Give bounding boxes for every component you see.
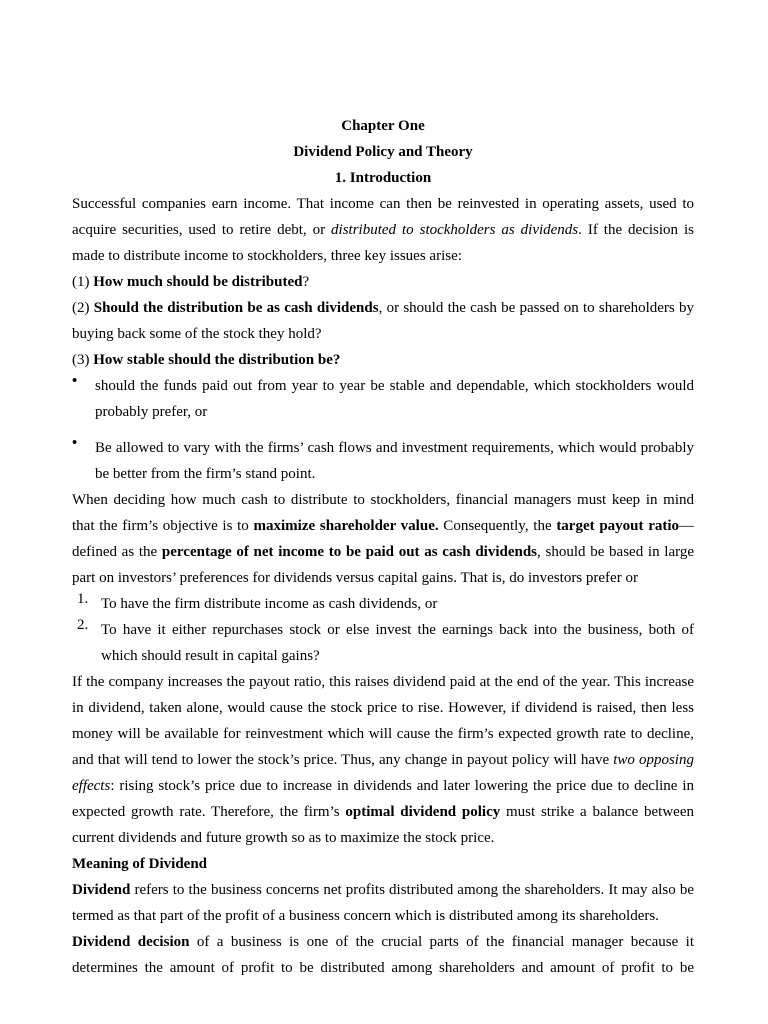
text: — (679, 518, 695, 534)
paragraph-line: When deciding how much cash to distribute to stockholders, financial managers must keep in mind (72, 492, 694, 508)
text: . If the decision is (578, 222, 695, 238)
issue-text: How much should be distributed (93, 274, 303, 290)
chapter-heading: Chapter One (341, 118, 425, 134)
text: , or should the cash be passed on to shareholders by (378, 300, 694, 316)
text: ? (302, 274, 310, 290)
paragraph-line (72, 799, 694, 825)
italic-text: two opposing (613, 752, 694, 768)
text: : rising stock’s price due to increase in dividends and later lowering the price due to decline in (110, 778, 694, 794)
numbered-item (72, 591, 694, 617)
text: refers to the business concerns net profits distributed among the shareholders. It may also be (130, 882, 694, 898)
issue-number: (2) (72, 300, 94, 316)
paragraph-line: determines the amount of profit to be distributed among shareholders and amount of profit to be (72, 960, 694, 976)
item-line: To have it either repurchases stock or else invest the earnings back into the business, both of (101, 622, 694, 638)
item-line: which should result in capital gains? (101, 648, 320, 664)
bullet-line: Be allowed to vary with the firms’ cash flows and investment requirements, which would probably (95, 440, 694, 456)
issue-2-line-2: buying back some of the stock they hold? (72, 326, 322, 342)
intro-line-3: made to distribute income to stockholders, three key issues arise: (72, 248, 462, 264)
bullet-line: should the funds paid out from year to year be stable and dependable, which stockholders would (95, 378, 694, 394)
paragraph-line: part on investors’ preferences for dividends versus capital gains. That is, do investors prefer or (72, 570, 638, 586)
section-heading: 1. Introduction (334, 170, 432, 186)
paragraph-line (72, 929, 694, 955)
item-line: To have the firm distribute income as cash dividends, or (101, 596, 438, 612)
paragraph-line: termed as that part of the profit of a business concern which is distributed among its shareholders. (72, 908, 659, 924)
payout-effects-paragraph (72, 669, 694, 851)
issue-number: (3) (72, 352, 94, 368)
bullet-line: probably prefer, or (95, 404, 208, 420)
issue-3 (72, 347, 694, 373)
payout-paragraph (72, 487, 694, 591)
bullet-icon: • (72, 435, 78, 451)
paragraph-line: current dividends and future growth so as to maximize the stock price. (72, 830, 495, 846)
text: that the firm’s objective is to (72, 518, 254, 534)
item-number: 1. (77, 591, 89, 607)
text: must strike a balance between (500, 804, 694, 820)
italic-text: effects (72, 778, 111, 794)
document-body (72, 113, 694, 981)
bold-text: optimal dividend policy (345, 804, 501, 820)
paragraph-line (72, 747, 694, 773)
paragraph-line: in dividend, taken alone, would cause the stock price to rise. However, if dividend is raised, then less (72, 700, 694, 716)
issue-number: (1) (72, 274, 94, 290)
issue-text: How stable should the distribution be? (93, 352, 341, 368)
text: and that will tend to lower the stock’s price. Thus, any change in payout policy will have (72, 752, 614, 768)
paragraph-line: money will be available for reinvestment which will cause the firm’s expected growth rate to decline, (72, 726, 694, 742)
bullet-line: be better from the firm’s stand point. (95, 466, 316, 482)
issue-text: Should the distribution be as cash dividends (93, 300, 379, 316)
intro-paragraph (72, 191, 694, 269)
bullet-item (72, 373, 694, 425)
bold-text: Dividend (72, 882, 131, 898)
italic-text: distributed to stockholders as dividends (331, 222, 579, 238)
bold-text: maximize shareholder value. (253, 518, 439, 534)
bold-text: Dividend decision (72, 934, 190, 950)
text: expected growth rate. Therefore, the firm’s (72, 804, 346, 820)
bold-text: percentage of net income to be paid out as cash dividends (161, 544, 538, 560)
text: acquire securities, used to retire debt, or (72, 222, 332, 238)
paragraph-line (72, 539, 694, 565)
paragraph-line (72, 513, 694, 539)
text: of a business is one of the crucial parts of the financial manager because it (189, 934, 694, 950)
issue-2 (72, 295, 694, 321)
meaning-heading: Meaning of Dividend (72, 856, 208, 872)
item-number: 2. (77, 617, 89, 633)
numbered-item (72, 617, 694, 669)
intro-line-1: Successful companies earn income. That income can then be reinvested in operating assets, used to (72, 196, 694, 212)
text: Consequently, the (438, 518, 557, 534)
issue-1 (72, 269, 694, 295)
bold-text: target payout ratio (556, 518, 680, 534)
bullet-item (72, 435, 694, 487)
text: , should be based in large (537, 544, 694, 560)
paragraph-line (72, 877, 694, 903)
paragraph-line (72, 773, 694, 799)
paragraph-line: If the company increases the payout ratio, this raises dividend paid at the end of the year. This increase (72, 674, 694, 690)
bullet-icon: • (72, 373, 78, 389)
chapter-title: Dividend Policy and Theory (293, 144, 473, 160)
intro-line-2 (72, 217, 694, 243)
text: defined as the (72, 544, 162, 560)
